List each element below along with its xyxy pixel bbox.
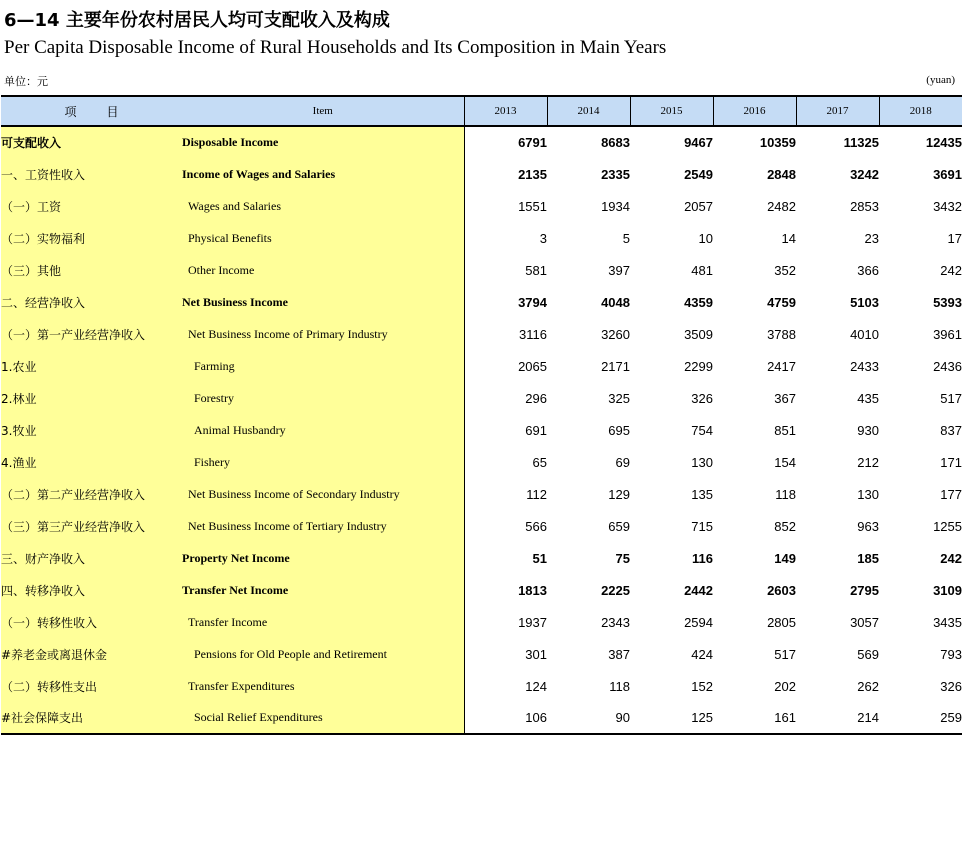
row-label-en: Property Net Income bbox=[182, 542, 464, 574]
value-cell: 2225 bbox=[601, 582, 630, 598]
value-cell: 930 bbox=[857, 422, 879, 438]
value-cell: 301 bbox=[525, 646, 547, 662]
value-cell: 4048 bbox=[601, 294, 630, 310]
value-cell: 2417 bbox=[767, 358, 796, 374]
column-header-item-en: Item bbox=[182, 96, 464, 126]
value-cell: 754 bbox=[691, 422, 713, 438]
value-cell: 581 bbox=[525, 262, 547, 278]
column-header-year: 2015 bbox=[630, 96, 713, 126]
value-cell: 387 bbox=[608, 646, 630, 662]
value-cell: 1813 bbox=[518, 582, 547, 598]
table-row bbox=[1, 702, 962, 734]
value-cell: 424 bbox=[691, 646, 713, 662]
value-cell: 715 bbox=[691, 518, 713, 534]
row-label-en: Transfer Expenditures bbox=[182, 670, 464, 702]
value-cell: 51 bbox=[532, 550, 547, 566]
value-cell: 4759 bbox=[767, 294, 796, 310]
value-cell: 116 bbox=[692, 550, 713, 566]
value-cell: 1934 bbox=[601, 198, 630, 214]
value-cell: 2335 bbox=[601, 166, 630, 182]
value-cell: 296 bbox=[525, 390, 547, 406]
table-row bbox=[1, 254, 962, 286]
row-label-en: Wages and Salaries bbox=[182, 190, 464, 222]
value-cell: 326 bbox=[940, 678, 962, 694]
value-cell: 3961 bbox=[933, 326, 962, 342]
value-cell: 171 bbox=[940, 454, 962, 470]
value-cell: 2065 bbox=[518, 358, 547, 374]
row-label-cn: （二）实物福利 bbox=[1, 222, 182, 254]
value-cell: 12435 bbox=[925, 135, 962, 150]
value-cell: 6791 bbox=[518, 135, 547, 150]
row-label-en: Net Business Income of Primary Industry bbox=[182, 318, 464, 350]
income-table bbox=[1, 95, 962, 735]
value-cell: 3691 bbox=[933, 166, 962, 182]
row-label-cn: （三）其他 bbox=[1, 254, 182, 286]
value-cell: 481 bbox=[691, 262, 713, 278]
value-cell: 5 bbox=[622, 230, 630, 246]
row-label-cn: #社会保障支出 bbox=[1, 702, 182, 734]
value-cell: 23 bbox=[864, 230, 879, 246]
value-cell: 352 bbox=[774, 262, 796, 278]
value-cell: 793 bbox=[940, 646, 962, 662]
value-cell: 397 bbox=[608, 262, 630, 278]
value-cell: 177 bbox=[940, 486, 962, 502]
value-cell: 2795 bbox=[850, 582, 879, 598]
value-cell: 517 bbox=[774, 646, 796, 662]
value-cell: 1937 bbox=[518, 614, 547, 630]
row-label-cn: 3.牧业 bbox=[1, 414, 182, 446]
value-cell: 2343 bbox=[601, 614, 630, 630]
value-cell: 2853 bbox=[850, 198, 879, 214]
value-cell: 8683 bbox=[601, 135, 630, 150]
table-title-chinese: 6—14 主要年份农村居民人均可支配收入及构成 bbox=[4, 10, 390, 31]
value-cell: 65 bbox=[532, 454, 547, 470]
value-cell: 367 bbox=[774, 390, 796, 406]
value-cell: 3260 bbox=[601, 326, 630, 342]
table-title-english: Per Capita Disposable Income of Rural Households and Its Composition in Main Years bbox=[4, 37, 667, 58]
row-label-cn: 二、经营净收入 bbox=[1, 286, 182, 318]
row-label-cn: （一）转移性收入 bbox=[1, 606, 182, 638]
row-label-en: Disposable Income bbox=[182, 126, 464, 158]
unit-label-chinese: 单位：元 bbox=[4, 75, 48, 88]
value-cell: 1551 bbox=[518, 198, 547, 214]
row-label-en: Income of Wages and Salaries bbox=[182, 158, 464, 190]
value-cell: 2482 bbox=[767, 198, 796, 214]
value-cell: 130 bbox=[691, 454, 713, 470]
row-label-en: Animal Husbandry bbox=[182, 414, 464, 446]
row-label-cn: （三）第三产业经营净收入 bbox=[1, 510, 182, 542]
table-row bbox=[1, 510, 962, 542]
row-label-cn: 四、转移净收入 bbox=[1, 574, 182, 606]
row-label-en: Net Business Income of Secondary Industry bbox=[182, 478, 464, 510]
value-cell: 149 bbox=[774, 550, 796, 566]
table-row bbox=[1, 350, 962, 382]
value-cell: 659 bbox=[608, 518, 630, 534]
row-label-en: Net Business Income of Tertiary Industry bbox=[182, 510, 464, 542]
table-header-row bbox=[1, 96, 962, 126]
column-header-year: 2017 bbox=[796, 96, 879, 126]
value-cell: 212 bbox=[857, 454, 879, 470]
value-cell: 3242 bbox=[850, 166, 879, 182]
value-cell: 2805 bbox=[767, 614, 796, 630]
value-cell: 3435 bbox=[933, 614, 962, 630]
value-cell: 14 bbox=[781, 230, 796, 246]
value-cell: 152 bbox=[691, 678, 713, 694]
table-row bbox=[1, 286, 962, 318]
table-row bbox=[1, 158, 962, 190]
value-cell: 326 bbox=[691, 390, 713, 406]
row-label-cn: （一）工资 bbox=[1, 190, 182, 222]
column-header-year: 2018 bbox=[879, 96, 962, 126]
value-cell: 112 bbox=[526, 486, 547, 502]
value-cell: 2135 bbox=[518, 166, 547, 182]
value-cell: 130 bbox=[857, 486, 879, 502]
row-label-cn: 2.林业 bbox=[1, 382, 182, 414]
value-cell: 852 bbox=[774, 518, 796, 534]
value-cell: 2603 bbox=[767, 582, 796, 598]
value-cell: 17 bbox=[947, 230, 962, 246]
value-cell: 2436 bbox=[933, 358, 962, 374]
table-row bbox=[1, 478, 962, 510]
table-row bbox=[1, 382, 962, 414]
row-label-en: Forestry bbox=[182, 382, 464, 414]
row-label-en: Other Income bbox=[182, 254, 464, 286]
row-label-cn: 4.渔业 bbox=[1, 446, 182, 478]
value-cell: 3109 bbox=[933, 582, 962, 598]
value-cell: 1255 bbox=[933, 518, 962, 534]
value-cell: 125 bbox=[630, 702, 713, 734]
value-cell: 214 bbox=[796, 702, 879, 734]
row-label-cn: （二）第二产业经营净收入 bbox=[1, 478, 182, 510]
value-cell: 2057 bbox=[684, 198, 713, 214]
table-row bbox=[1, 414, 962, 446]
row-label-cn: 可支配收入 bbox=[1, 126, 182, 158]
row-label-cn: 一、工资性收入 bbox=[1, 158, 182, 190]
value-cell: 2171 bbox=[601, 358, 630, 374]
value-cell: 2433 bbox=[850, 358, 879, 374]
row-label-en: Pensions for Old People and Retirement bbox=[182, 638, 464, 670]
unit-label-english: (yuan) bbox=[926, 74, 955, 86]
table-row bbox=[1, 574, 962, 606]
value-cell: 185 bbox=[857, 550, 879, 566]
column-header-item-cn: 项 目 bbox=[1, 96, 182, 126]
row-label-en: Net Business Income bbox=[182, 286, 464, 318]
value-cell: 135 bbox=[691, 486, 713, 502]
table-row bbox=[1, 126, 962, 158]
value-cell: 90 bbox=[547, 702, 630, 734]
value-cell: 3794 bbox=[518, 294, 547, 310]
value-cell: 3788 bbox=[767, 326, 796, 342]
value-cell: 566 bbox=[525, 518, 547, 534]
value-cell: 5103 bbox=[850, 294, 879, 310]
value-cell: 851 bbox=[774, 422, 796, 438]
value-cell: 435 bbox=[857, 390, 879, 406]
column-header-year: 2016 bbox=[713, 96, 796, 126]
value-cell: 69 bbox=[615, 454, 630, 470]
value-cell: 10 bbox=[698, 230, 713, 246]
row-label-en: Physical Benefits bbox=[182, 222, 464, 254]
value-cell: 118 bbox=[609, 678, 630, 694]
value-cell: 569 bbox=[857, 646, 879, 662]
value-cell: 4010 bbox=[850, 326, 879, 342]
value-cell: 129 bbox=[608, 486, 630, 502]
value-cell: 154 bbox=[774, 454, 796, 470]
table-row bbox=[1, 638, 962, 670]
value-cell: 2442 bbox=[684, 582, 713, 598]
value-cell: 161 bbox=[713, 702, 796, 734]
value-cell: 325 bbox=[608, 390, 630, 406]
table-row bbox=[1, 222, 962, 254]
value-cell: 2594 bbox=[684, 614, 713, 630]
value-cell: 5393 bbox=[933, 294, 962, 310]
row-label-cn: 三、财产净收入 bbox=[1, 542, 182, 574]
value-cell: 2299 bbox=[684, 358, 713, 374]
value-cell: 75 bbox=[615, 550, 630, 566]
value-cell: 366 bbox=[857, 262, 879, 278]
value-cell: 242 bbox=[940, 550, 962, 566]
value-cell: 3116 bbox=[519, 326, 547, 342]
column-header-year: 2013 bbox=[464, 96, 547, 126]
value-cell: 9467 bbox=[684, 135, 713, 150]
value-cell: 963 bbox=[857, 518, 879, 534]
value-cell: 11325 bbox=[843, 135, 879, 150]
value-cell: 124 bbox=[525, 678, 547, 694]
value-cell: 517 bbox=[940, 390, 962, 406]
value-cell: 3432 bbox=[933, 198, 962, 214]
value-cell: 691 bbox=[525, 422, 547, 438]
value-cell: 837 bbox=[940, 422, 962, 438]
table-row bbox=[1, 190, 962, 222]
column-header-year: 2014 bbox=[547, 96, 630, 126]
value-cell: 242 bbox=[940, 262, 962, 278]
table-row bbox=[1, 670, 962, 702]
value-cell: 259 bbox=[879, 702, 962, 734]
table-row bbox=[1, 606, 962, 638]
table-row bbox=[1, 318, 962, 350]
row-label-en: Social Relief Expenditures bbox=[182, 702, 464, 734]
value-cell: 262 bbox=[857, 678, 879, 694]
row-label-cn: #养老金或离退休金 bbox=[1, 638, 182, 670]
value-cell: 3509 bbox=[684, 326, 713, 342]
table-row bbox=[1, 542, 962, 574]
value-cell: 118 bbox=[775, 486, 796, 502]
value-cell: 202 bbox=[774, 678, 796, 694]
value-cell: 2549 bbox=[684, 166, 713, 182]
row-label-en: Fishery bbox=[182, 446, 464, 478]
value-cell: 3 bbox=[539, 230, 547, 246]
value-cell: 10359 bbox=[759, 135, 796, 150]
row-label-cn: 1.农业 bbox=[1, 350, 182, 382]
row-label-cn: （二）转移性支出 bbox=[1, 670, 182, 702]
row-label-en: Farming bbox=[182, 350, 464, 382]
table-row bbox=[1, 446, 962, 478]
row-label-en: Transfer Net Income bbox=[182, 574, 464, 606]
value-cell: 3057 bbox=[850, 614, 879, 630]
value-cell: 2848 bbox=[767, 166, 796, 182]
value-cell: 4359 bbox=[684, 294, 713, 310]
row-label-cn: （一）第一产业经营净收入 bbox=[1, 318, 182, 350]
value-cell: 695 bbox=[608, 422, 630, 438]
row-label-en: Transfer Income bbox=[182, 606, 464, 638]
value-cell: 106 bbox=[464, 702, 547, 734]
